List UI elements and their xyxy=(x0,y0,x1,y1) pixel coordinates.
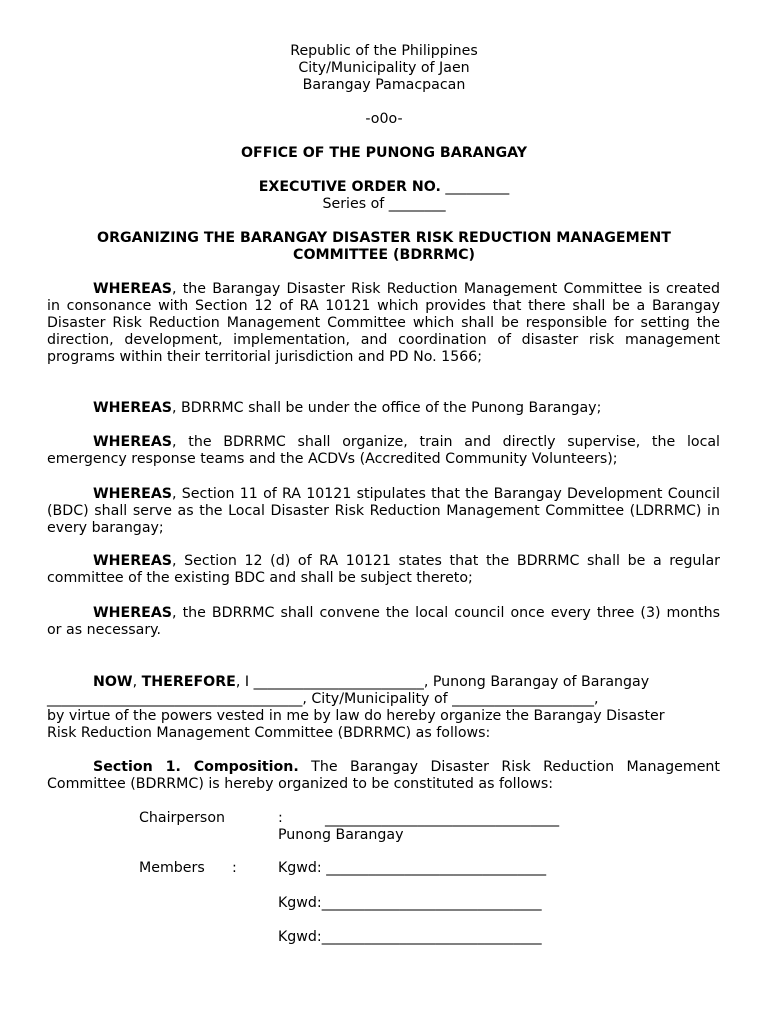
whereas-paragraph-6: WHEREAS, the BDRRMC shall convene the local council once every three (3) months or as necessary. xyxy=(47,605,720,638)
series-line xyxy=(0,196,768,213)
order-title-line-2: COMMITTEE (BDRRMC) xyxy=(293,247,475,263)
series-label: Series of xyxy=(322,196,385,212)
member-kagawad-1: Kgwd: _______________________________ xyxy=(278,860,547,876)
executive-order-line xyxy=(0,179,768,196)
section-1-paragraph: Section 1. Composition. The Barangay Disaster Risk Reduction Management Committee (BDRRMC) is hereby organized to be constituted as follows: xyxy=(47,759,720,792)
chairperson-label: Chairperson xyxy=(139,810,225,826)
chairperson-blank: _________________________________ xyxy=(325,811,560,827)
whereas-paragraph-1: WHEREAS, the Barangay Disaster Risk Reduction Management Committee is created in consonance with Section 12 of RA 10121 which provides that there shall be a Barangay Disaster Risk Reduction Management Committee which shall be responsible for setting the direction, development, implementation, and coordination of disaster risk management programs within their territorial jurisdiction and PD No. 1566; xyxy=(47,281,720,365)
now-therefore-line-4: Risk Reduction Management Committee (BDRRMC) as follows: xyxy=(47,725,491,741)
members-label: Members xyxy=(139,860,205,876)
now-therefore-line-2: ____________________________________, City/Municipality of ____________________, xyxy=(47,691,599,707)
order-title-line-1: ORGANIZING THE BARANGAY DISASTER RISK REDUCTION MANAGEMENT xyxy=(97,230,671,246)
series-blank: ________ xyxy=(388,196,446,212)
whereas-paragraph-4: WHEREAS, Section 11 of RA 10121 stipulates that the Barangay Development Council (BDC) shall serve as the Local Disaster Risk Reduction Management Committee (LDRRMC) in every barangay; xyxy=(47,486,720,536)
whereas-paragraph-3: WHEREAS, the BDRRMC shall organize, train and directly supervise, the local emergency response teams and the ACDVs (Accredited Community Volunteers); xyxy=(47,434,720,467)
executive-order-label: EXECUTIVE ORDER NO. xyxy=(258,179,441,195)
now-therefore-line-1: NOW, THEREFORE, I ________________________, Punong Barangay of Barangay xyxy=(93,674,650,690)
members-colon: : xyxy=(232,860,237,876)
now-therefore-line-3: by virtue of the powers vested in me by law do hereby organize the Barangay Disaster xyxy=(47,708,665,724)
chairperson-colon: : xyxy=(278,810,283,826)
header-separator: -o0o- xyxy=(365,111,403,127)
member-kagawad-3: Kgwd:_______________________________ xyxy=(278,929,542,945)
header-barangay: Barangay Pamacpacan xyxy=(302,77,466,93)
chairperson-title: Punong Barangay xyxy=(278,827,404,843)
whereas-paragraph-2: WHEREAS, BDRRMC shall be under the office of the Punong Barangay; xyxy=(93,400,602,416)
office-title: OFFICE OF THE PUNONG BARANGAY xyxy=(240,145,528,161)
whereas-paragraph-5: WHEREAS, Section 12 (d) of RA 10121 states that the BDRRMC shall be a regular committee of the existing BDC and shall be subject thereto; xyxy=(47,553,720,586)
header-country: Republic of the Philippines xyxy=(290,43,478,59)
header-municipality: City/Municipality of Jaen xyxy=(298,60,470,76)
executive-order-number-blank: _________ xyxy=(445,179,510,195)
member-kagawad-2: Kgwd:_______________________________ xyxy=(278,895,542,911)
